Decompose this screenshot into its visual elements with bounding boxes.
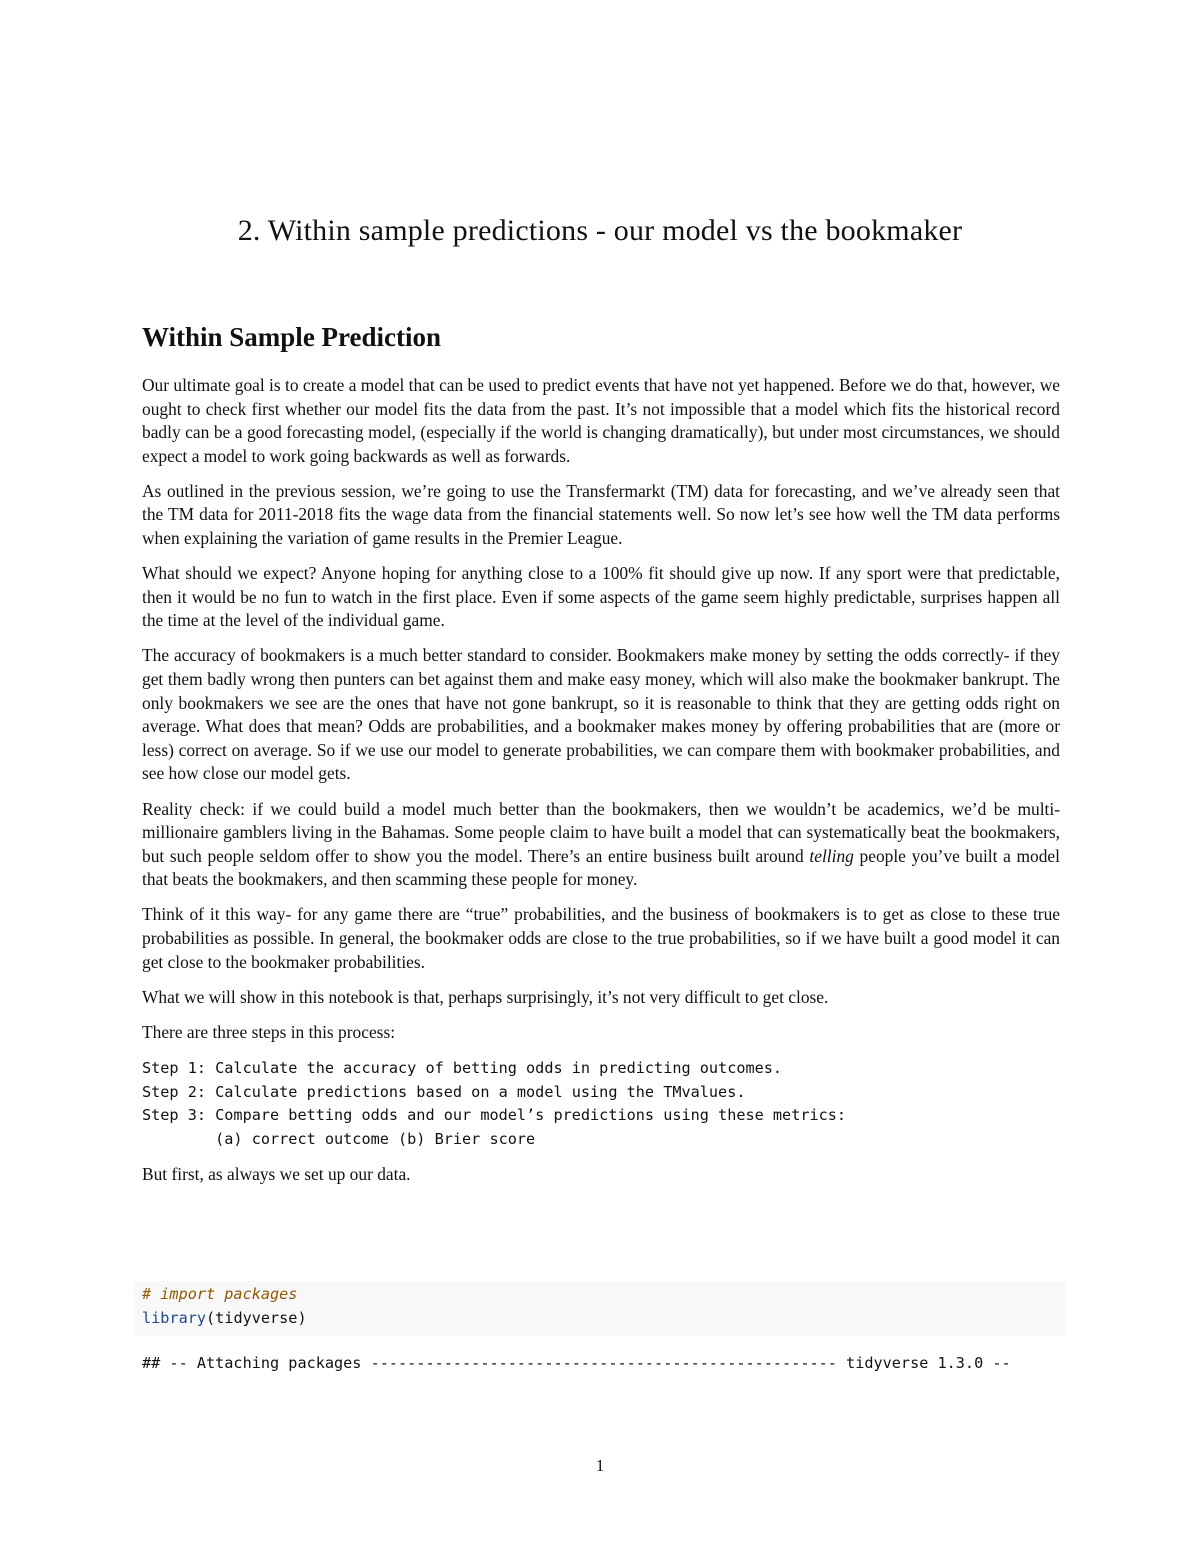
code-comment: # import packages: [142, 1285, 298, 1303]
step-line: Step 3: Compare betting odds and our model’s predictions using these metrics:: [142, 1106, 847, 1125]
paragraph-goal: Our ultimate goal is to create a model that can be used to predict events that have not yet happened. Before we do that, however, we ought to check first whether our model fits the data from the past. It’s not impossible that a model which fits the historical record badly can be a good forecasting model, (especially if the world is changing dramatically), but under most circumstances, we should expect a model to work going backwards as well as forwards.: [142, 375, 1060, 466]
paragraph-transfermarkt: As outlined in the previous session, we’re going to use the Transfermarkt (TM) data for forecasting, and we’ve already seen that the TM data for 2011-2018 fits the wage data from the financial statements well. So now let’s see how well the TM data performs when explaining the variation of game results in the Premier League.: [142, 480, 1060, 549]
console-output: ## -- Attaching packages --------------------------------------------------- tidyverse 1.3.0 --: [142, 1354, 1011, 1372]
body-text: [142, 374, 1060, 1198]
code-arguments: (tidyverse): [206, 1308, 307, 1327]
step-line: (a) correct outcome (b) Brier score: [142, 1129, 536, 1148]
paragraph-steps-intro: There are three steps in this process:: [142, 1021, 396, 1042]
paragraph-notebook-goal: What we will show in this notebook is that, perhaps surprisingly, it’s not very difficult to get close.: [142, 986, 829, 1007]
reality-check-before: Reality check: if we could build a model much better than the bookmakers, then we wouldn’t be academics, we’d be multi-millionaire gamblers living in the Bahamas. Some people claim to have built a model that can systematically beat the bookmakers, but such people seldom offer to show you the model. There’s an entire business built around: [142, 798, 1060, 866]
paragraph-true-probabilities: Think of it this way- for any game there are “true” probabilities, and the business of bookmakers is to get as close to these true probabilities as possible. In general, the bookmaker odds are close to the true probabilities, so if we have built a good model it can get close to the bookmaker probabilities.: [142, 904, 1060, 972]
reality-check-emphasis: telling: [809, 845, 854, 866]
step-line: Step 2: Calculate predictions based on a model using the TMvalues.: [142, 1082, 746, 1101]
step-line: Step 1: Calculate the accuracy of betting odds in predicting outcomes.: [142, 1059, 783, 1078]
paragraph-bookmakers: The accuracy of bookmakers is a much better standard to consider. Bookmakers make money by setting the odds correctly- if they get them badly wrong then punters can bet against them and make easy money, which will also make the bookmaker bankrupt. The only bookmakers we see are the ones that have not gone bankrupt, so it is reasonable to think that they are getting odds right on average. What does that mean? Odds are probabilities, and a bookmaker makes money by offering probabilities that are (more or less) correct on average. So if we use our model to generate probabilities, we can compare them with bookmaker probabilities, and see how close our model gets.: [142, 645, 1060, 784]
code-block: [134, 1281, 1066, 1336]
paragraph-expectations: What should we expect? Anyone hoping for anything close to a 100% fit should give up now. If any sport were that predictable, then it would be no fun to watch in the first place. Even if some aspects of the game seem highly predictable, surprises happen all the time at the level of the individual game.: [142, 563, 1060, 631]
steps-block: [142, 1057, 1060, 1151]
section-heading: Within Sample Prediction: [142, 322, 442, 352]
code-function: library: [142, 1308, 207, 1327]
page-number: 1: [595, 1456, 605, 1475]
code-line: [142, 1307, 1066, 1331]
document-title: 2. Within sample predictions - our model vs the bookmaker: [237, 214, 963, 247]
reality-check-after: people you’ve built a model that beats the bookmakers, and then scamming these people for money.: [142, 845, 1060, 890]
paragraph-setup: But first, as always we set up our data.: [142, 1163, 411, 1184]
paragraph-reality-check: [142, 798, 1060, 892]
